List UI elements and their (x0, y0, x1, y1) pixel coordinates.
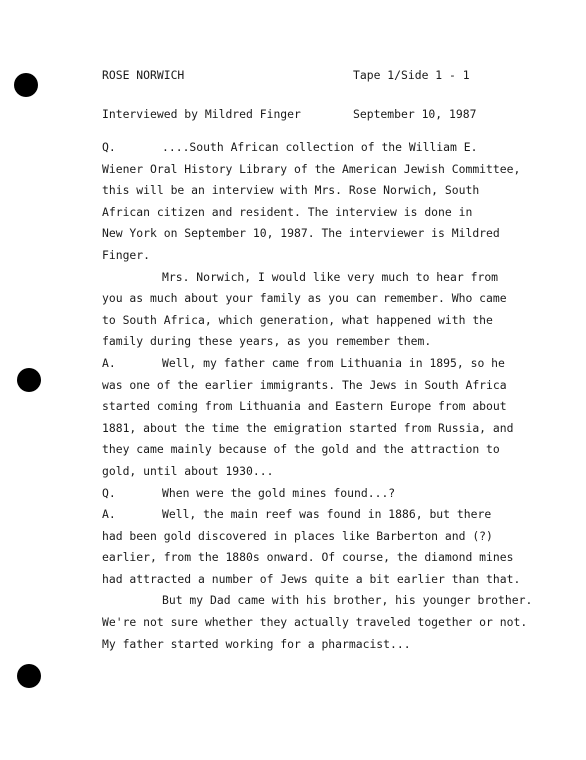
transcript-line (102, 612, 582, 634)
transcript-line (102, 504, 582, 526)
line-text: had attracted a number of Jews quite a bit earlier than that. (102, 571, 521, 586)
line-text: Finger. (102, 247, 151, 262)
speaker-label: A. (102, 355, 116, 370)
line-text: started coming from Lithuania and Eastern Europe from about (102, 399, 507, 414)
line-text: We're not sure whether they actually traveled together or not. (102, 615, 528, 630)
transcript-line (102, 331, 582, 353)
transcript-line (102, 569, 582, 591)
interviewer-line: Interviewed by Mildred Finger (102, 107, 301, 121)
transcript-line (102, 375, 582, 397)
punch-hole (14, 73, 38, 97)
transcript-line (102, 159, 582, 181)
line-text: had been gold discovered in places like Barberton and (?) (102, 528, 493, 543)
transcript-line (102, 439, 582, 461)
header-left (102, 43, 301, 147)
line-text: was one of the earlier immigrants. The Jews in South Africa (102, 377, 507, 392)
line-text: ....South African collection of the William E. (162, 140, 478, 154)
line-text: this will be an interview with Mrs. Rose Norwich, South (102, 183, 480, 198)
punch-hole (17, 368, 41, 392)
line-text: to South Africa, which generation, what happened with the (102, 312, 493, 327)
tape-side: Tape 1/Side 1 - 1 (353, 68, 470, 82)
line-text: When were the gold mines found...? (162, 485, 396, 500)
line-text: Mrs. Norwich, I would like very much to hear from (162, 269, 499, 284)
line-text: Well, my father came from Lithuania in 1895, so he (162, 355, 505, 370)
transcript-line (102, 418, 582, 440)
transcript-line (102, 223, 582, 245)
transcript-line (102, 590, 582, 612)
transcript-body (102, 137, 582, 655)
line-text: 1881, about the time the emigration started from Russia, and (102, 420, 514, 435)
line-text: Wiener Oral History Library of the American Jewish Committee, (102, 161, 521, 176)
transcript-line (102, 180, 582, 202)
punch-hole (17, 664, 41, 688)
transcript-line (102, 547, 582, 569)
interview-date: September 10, 1987 (353, 107, 477, 121)
speaker-label: A. (102, 507, 116, 522)
line-text: earlier, from the 1880s onward. Of course, the diamond mines (102, 550, 514, 565)
transcript-line (102, 267, 582, 289)
line-text: gold, until about 1930... (102, 463, 274, 478)
transcript-line (102, 526, 582, 548)
line-text: My father started working for a pharmacist... (102, 636, 411, 651)
transcript-line (102, 634, 582, 656)
line-text: they came mainly because of the gold and the attraction to (102, 442, 500, 457)
transcript-line (102, 288, 582, 310)
transcript-line (102, 483, 582, 505)
line-text: Well, the main reef was found in 1886, but there (162, 507, 492, 522)
transcript-line (102, 310, 582, 332)
header-right (353, 43, 476, 147)
transcript-line (102, 202, 582, 224)
transcript-line (102, 353, 582, 375)
line-text: family during these years, as you remember them. (102, 334, 432, 349)
line-text: But my Dad came with his brother, his younger brother. (162, 593, 533, 608)
interviewee-name: ROSE NORWICH (102, 68, 185, 82)
line-text: New York on September 10, 1987. The interviewer is Mildred (102, 226, 500, 241)
line-text: African citizen and resident. The interview is done in (102, 204, 473, 219)
speaker-label: Q. (102, 140, 116, 154)
transcript-line (102, 137, 582, 159)
transcript-line (102, 461, 582, 483)
line-text: you as much about your family as you can remember. Who came (102, 291, 507, 306)
transcript-line (102, 245, 582, 267)
transcript-line (102, 396, 582, 418)
speaker-label: Q. (102, 485, 116, 500)
